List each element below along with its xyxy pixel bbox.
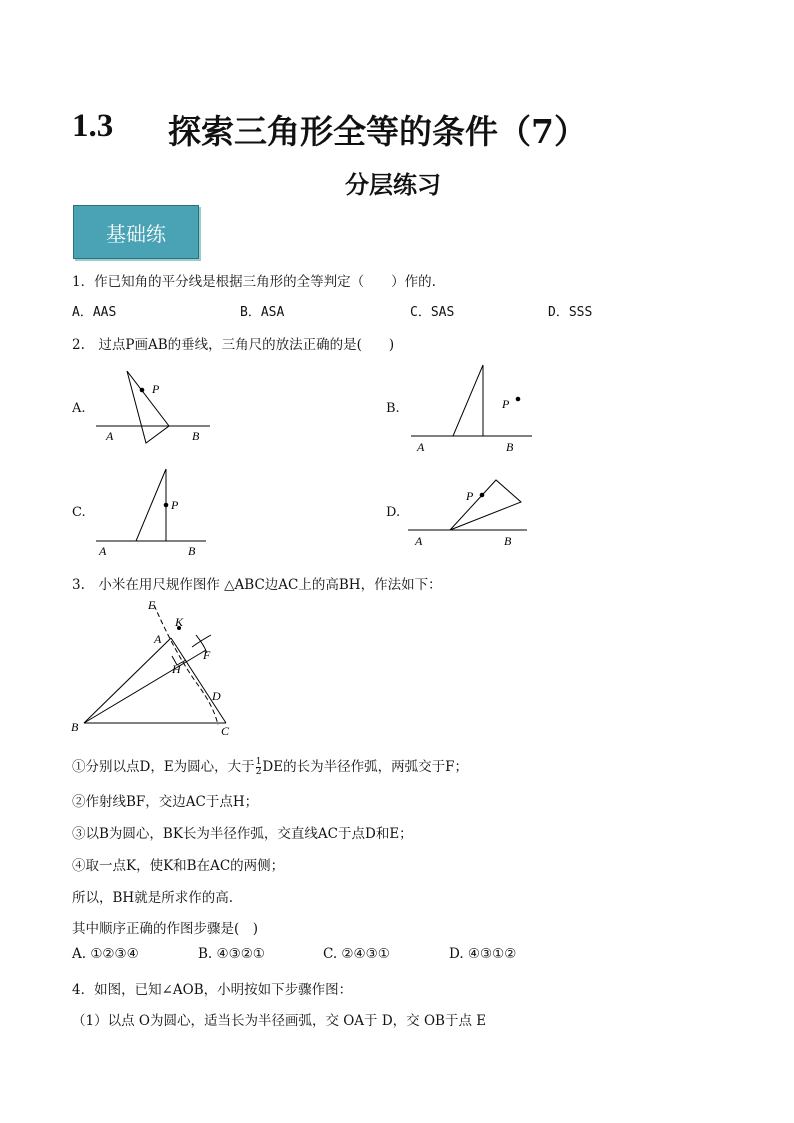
q3-question: 其中顺序正确的作图步骤是( ) [72,921,259,937]
section-number: 1.3 [72,108,114,144]
q2-label-b: B. [386,401,400,416]
label-a: A [99,544,107,558]
q3-step-2: ②作射线BF，交边AC于点H； [72,794,259,810]
q2-label-d: D. [386,505,401,520]
label-k: K [175,615,184,629]
label-b: B [71,720,79,734]
set-square [453,365,483,436]
q3-conclusion: 所以，BH就是所求作的高. [72,890,233,906]
label-p: P [171,498,179,512]
label-a: A [154,632,162,646]
label-p: P [466,489,474,503]
label-b: B [188,544,196,558]
label-a: A [415,534,423,548]
q3-option-b: B. ④③②① [198,946,265,962]
label-b: B [192,429,200,443]
q3-option-c: C. ②④③① [323,946,390,962]
arc-f1 [192,635,211,647]
level-badge: 基础练 [73,205,199,259]
q2-figure-c [90,463,215,563]
ray-bf [84,650,206,723]
q3-figure [66,595,256,745]
step1-prefix: ①分别以点D，E为圆心，大于 [72,759,255,775]
q2-label-a: A. [72,401,86,416]
q1-option-c: C．SAS [410,305,455,320]
label-p: P [152,382,160,396]
q2-figure-a [90,365,220,450]
q1-option-b: B．ASA [240,305,285,320]
q3-stem: 3. 小米在用尺规作图作 △ABC边AC上的高BH，作法如下： [72,577,442,593]
fraction-denominator: 2 [255,767,262,777]
arc-de [154,605,218,725]
q2-figure-d [405,475,535,550]
label-p: P [502,397,510,411]
fraction-numerator: 1 [255,757,262,767]
q4-step-1: （1）以点 O为圆心，适当长为半径画弧，交 OA于 D，交 OB于点 E [72,1013,487,1029]
line-ba [84,638,171,723]
set-square [127,371,169,443]
set-square [450,480,521,530]
point-p [480,493,485,498]
page-title: 探索三角形全等的条件（7） [168,112,587,151]
label-a: A [106,429,114,443]
label-c: C [221,724,230,738]
point-p [140,388,145,393]
q3-option-a: A. ①②③④ [72,946,139,962]
label-b: B [506,440,514,454]
point-p [516,397,521,402]
q3-step-1 [72,755,468,777]
q2-stem: 2. 过点P画AB的垂线，三角尺的放法正确的是( ) [72,337,395,353]
fraction-half [256,758,262,777]
label-a: A [417,440,425,454]
q2-label-c: C. [72,505,86,520]
set-square [136,469,166,541]
line-ac [171,638,226,723]
q3-step-4: ④取一点K，使K和B在AC的两侧； [72,858,285,874]
label-h: H [172,662,181,676]
label-d: D [212,689,221,703]
q1-stem: 1．作已知角的平分线是根据三角形的全等判定（ ）作的. [72,274,436,290]
label-b: B [504,534,512,548]
q2-figure-b [405,360,540,455]
q3-option-d: D. ④③①② [449,946,517,962]
q4-stem: 4．如图，已知∠AOB，小明按如下步骤作图： [72,982,353,998]
label-f: F [203,648,211,662]
q1-option-a: A．AAS [72,305,117,320]
q3-step-3: ③以B为圆心，BK长为半径作弧，交直线AC于点D和E； [72,826,413,842]
step1-suffix: DE的长为半径作弧，两弧交于F； [262,759,468,775]
label-e: E [148,598,156,612]
point-p [164,503,169,508]
q1-option-d: D．SSS [548,305,593,320]
page-subtitle: 分层练习 [345,170,441,199]
